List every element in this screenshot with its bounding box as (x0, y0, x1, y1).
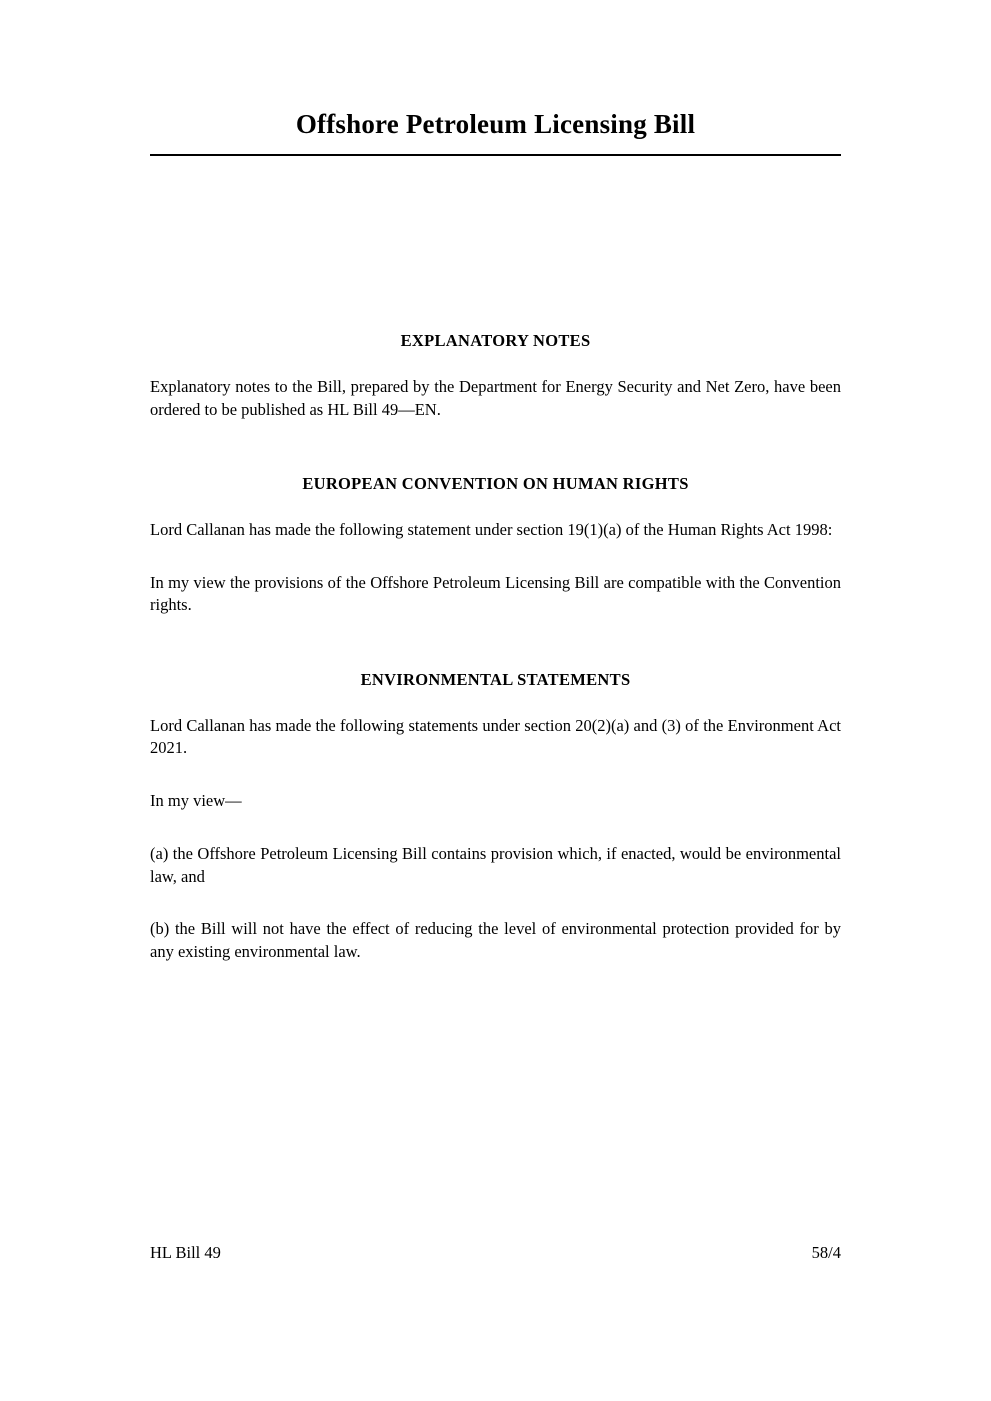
spacer (150, 352, 841, 376)
paragraph-explanatory-notes: Explanatory notes to the Bill, prepared by the Department for Energy Security and Net Zero, have been ordered to be published as HL Bill 49—EN. (150, 376, 841, 419)
paragraph-echr-statement: Lord Callanan has made the following statement under section 19(1)(a) of the Human Rights Act 1998: (150, 519, 833, 539)
spacer (150, 691, 841, 715)
spacer (150, 542, 841, 572)
footer-reference-number: 58/4 (811, 1243, 841, 1262)
footer-bill-number: HL Bill 49 (150, 1243, 221, 1262)
paragraph-environment-statement: Lord Callanan has made the following statements under section 20(2)(a) and (3) of the Environment Act 2021. (150, 715, 841, 758)
document-body (150, 0, 841, 1401)
spacer (150, 495, 841, 519)
section-heading-echr: EUROPEAN CONVENTION ON HUMAN RIGHTS (302, 474, 689, 494)
section-heading-explanatory-notes: EXPLANATORY NOTES (400, 331, 591, 351)
spacer (150, 760, 841, 790)
spacer (150, 888, 841, 918)
spacer (150, 813, 841, 843)
paragraph-echr-view: In my view the provisions of the Offshore Petroleum Licensing Bill are compatible with the Convention rights. (150, 572, 841, 615)
spacer-after-title (150, 156, 841, 330)
spacer (150, 421, 841, 473)
spacer (150, 617, 841, 669)
page-title: Offshore Petroleum Licensing Bill (295, 109, 696, 139)
paragraph-in-my-view: In my view— (150, 791, 242, 811)
section-heading-environmental-statements: ENVIRONMENTAL STATEMENTS (360, 670, 631, 690)
page-footer (150, 1243, 841, 1267)
paragraph-item-a: (a) the Offshore Petroleum Licensing Bill contains provision which, if enacted, would be environmental law, and (150, 843, 841, 886)
paragraph-item-b: (b) the Bill will not have the effect of reducing the level of environmental protection provided for by any existing environmental law. (150, 919, 841, 962)
